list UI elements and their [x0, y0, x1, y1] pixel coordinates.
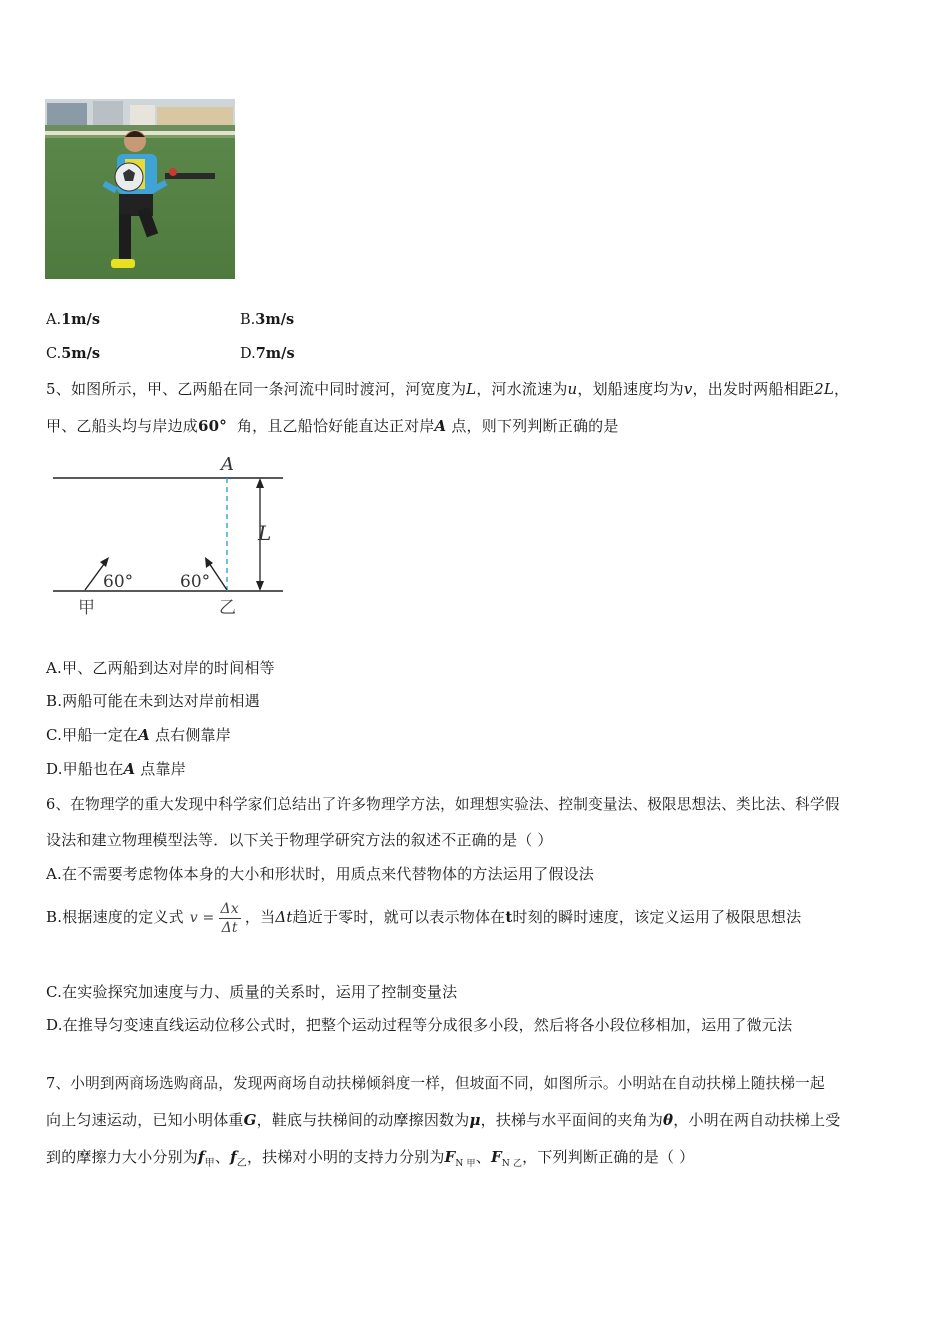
velocity-fraction: $\frac{\Delta x}{\Delta t}$	[220, 900, 239, 936]
q6-option-d: D.在推导匀变速直线运动位移公式时，把整个运动过程等分成很多小段，然后将各小段位移相加，运用了微元法	[46, 1016, 793, 1034]
q4-option-d: D.7m/s	[240, 345, 295, 362]
q4-option-b: B.3m/s	[240, 311, 295, 328]
q5-option-d: D.甲船也在A 点靠岸	[46, 760, 186, 778]
q6-option-c: C.在实验探究加速度与力、质量的关系时，运用了控制变量法	[46, 983, 458, 1001]
angle-left-label: 60°	[103, 572, 134, 592]
q5-stem-line2: 甲、乙船头均与岸边成60° 角，且乙船恰好能直达正对岸A 点，则下列判断正确的是	[46, 417, 619, 435]
q4-option-c: C.5m/s	[46, 345, 101, 362]
q4-option-a: A.1m/s	[46, 311, 100, 328]
q5-option-c: C.甲船一定在A 点右侧靠岸	[46, 726, 231, 744]
soccer-photo	[45, 99, 235, 279]
q6-stem-line2: 设法和建立物理模型法等．以下关于物理学研究方法的叙述不正确的是（ ）	[46, 831, 553, 849]
q6-stem-line1: 6、在物理学的重大发现中科学家们总结出了许多物理学方法，如理想实验法、控制变量法、极限思想法、类比法、科学假	[46, 796, 840, 813]
q6-option-a: A.在不需要考虑物体本身的大小和形状时，用质点来代替物体的方法运用了假设法	[46, 865, 595, 883]
boat-yi-label: 乙	[219, 598, 236, 618]
q5-option-b: B.两船可能在未到达对岸前相遇	[46, 692, 260, 710]
q5-option-a: A.甲、乙两船到达对岸的时间相等	[46, 659, 275, 677]
q5-stem-line1: 5、如图所示，甲、乙两船在同一条河流中同时渡河，河宽度为L，河水流速为u，划船速度均为v，出发时两船相距2L，	[46, 380, 850, 398]
width-l-label: L	[258, 521, 272, 545]
q7-stem-line1: 7、小明到两商场选购商品，发现两商场自动扶梯倾斜度一样，但坡面不同，如图所示。小明站在自动扶梯上随扶梯一起	[46, 1075, 825, 1092]
boat-jia-label: 甲	[78, 598, 95, 618]
point-a-label: A	[221, 454, 234, 475]
q7-stem-line3: 到的摩擦力大小分别为$f_甲$、$f_乙$，扶梯对小明的支持力分别为$F_{N 甲}$、$F_{N 乙}$，下列判断正确的是（ ）	[46, 1148, 695, 1169]
angle-right-label: 60°	[180, 572, 211, 592]
river-crossing-diagram	[45, 450, 295, 620]
q6-option-b: B.根据速度的定义式 v = $\frac{\Delta x}{\Delta t}$ ，当Δt趋近于零时，就可以表示物体在t时刻的瞬时速度，该定义运用了极限思想法	[46, 900, 802, 936]
q7-stem-line2: 向上匀速运动，已知小明体重G，鞋底与扶梯间的动摩擦因数为μ，扶梯与水平面间的夹角为θ，小明在两自动扶梯上受	[46, 1111, 841, 1129]
